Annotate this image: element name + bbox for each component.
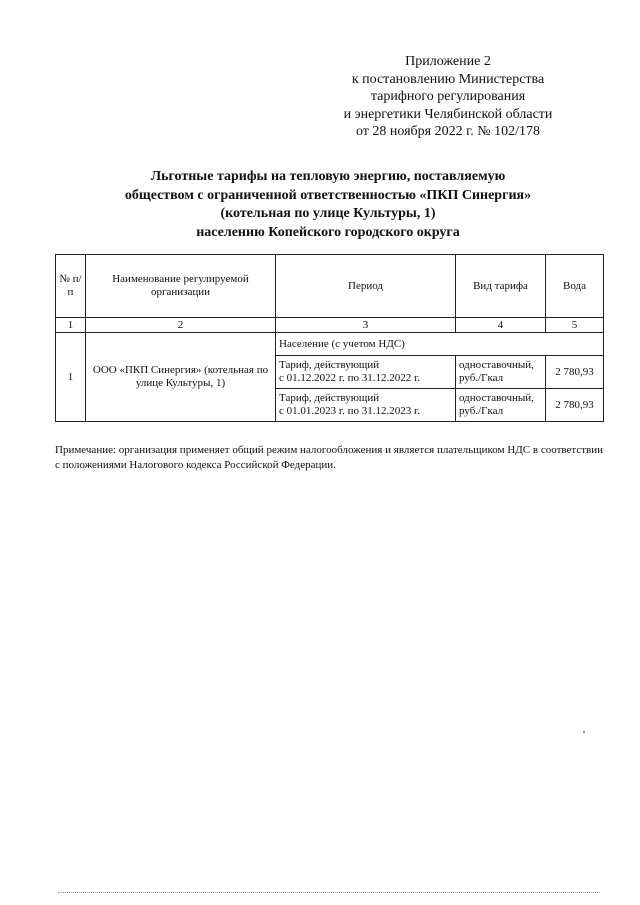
document-title bbox=[40, 168, 616, 242]
title-line: (котельная по улице Культуры, 1) bbox=[220, 206, 436, 221]
water-tariff-value: 2 780,93 bbox=[546, 356, 604, 389]
appendix-reference-line: тарифного регулирования bbox=[370, 89, 526, 104]
tariff-unit: руб./Гкал bbox=[459, 405, 504, 417]
period-dates: с 01.01.2023 г. по 31.12.2023 г. bbox=[279, 405, 421, 417]
column-number: 4 bbox=[456, 318, 546, 333]
column-number: 1 bbox=[56, 318, 86, 333]
appendix-title: Приложение 2 bbox=[405, 54, 491, 69]
page-footer-divider bbox=[58, 892, 600, 893]
column-number: 5 bbox=[546, 318, 604, 333]
consumer-category: Население (с учетом НДС) bbox=[276, 333, 604, 356]
title-line: населению Копейского городского округа bbox=[196, 224, 460, 240]
scan-mark bbox=[583, 731, 585, 733]
header-number: № п/п bbox=[56, 255, 86, 318]
header-tariff-type: Вид тарифа bbox=[456, 255, 546, 318]
period-cell bbox=[276, 356, 456, 389]
appendix-header bbox=[318, 53, 578, 141]
water-tariff-value: 2 780,93 bbox=[546, 389, 604, 422]
period-label: Тариф, действующий bbox=[279, 359, 380, 371]
table-header-row bbox=[56, 255, 604, 318]
appendix-reference-line: и энергетики Челябинской области bbox=[343, 106, 553, 122]
period-cell bbox=[276, 389, 456, 422]
column-number-row bbox=[56, 318, 604, 333]
organization-name: ООО «ПКП Синергия» (котельная по улице Культуры, 1) bbox=[86, 333, 276, 422]
tariff-type-cell bbox=[456, 389, 546, 422]
footnote: Примечание: организация применяет общий режим налогообложения и является плательщиком НДС в соответствии с положениями Налогового кодекса Российской Федерации. bbox=[55, 444, 603, 471]
title-line: обществом с ограниченной ответственностью «ПКП Синергия» bbox=[124, 187, 532, 203]
column-number: 2 bbox=[86, 318, 276, 333]
title-line: Льготные тарифы на тепловую энергию, поставляемую bbox=[150, 169, 506, 184]
tariff-unit: руб./Гкал bbox=[459, 372, 504, 384]
header-organization: Наименование регулируемой организации bbox=[86, 255, 276, 318]
appendix-date-number: от 28 ноября 2022 г. № 102/178 bbox=[355, 124, 541, 139]
column-number: 3 bbox=[276, 318, 456, 333]
tariff-table bbox=[55, 254, 604, 422]
tariff-type: одноставочный, bbox=[459, 359, 534, 371]
table-row bbox=[56, 333, 604, 356]
period-dates: с 01.12.2022 г. по 31.12.2022 г. bbox=[279, 372, 421, 384]
row-number: 1 bbox=[56, 333, 86, 422]
appendix-reference-line: к постановлению Министерства bbox=[351, 71, 545, 87]
header-water: Вода bbox=[546, 255, 604, 318]
period-label: Тариф, действующий bbox=[279, 392, 380, 404]
tariff-type-cell bbox=[456, 356, 546, 389]
tariff-type: одноставочный, bbox=[459, 392, 534, 404]
header-period: Период bbox=[276, 255, 456, 318]
